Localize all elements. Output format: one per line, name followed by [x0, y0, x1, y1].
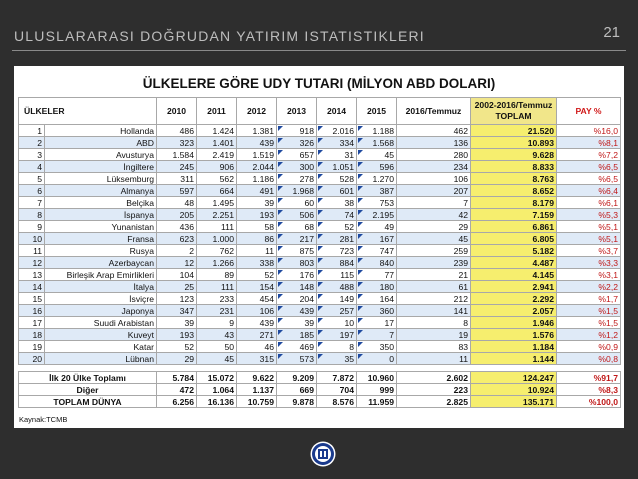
- col-header-year: 2013: [277, 98, 317, 125]
- row-total: 1.184: [471, 341, 557, 353]
- row-value: 52: [237, 269, 277, 281]
- row-pay: %0,8: [557, 353, 621, 365]
- row-rank: 8: [19, 209, 45, 221]
- row-rank: 1: [19, 125, 45, 137]
- row-country: Almanya: [45, 185, 157, 197]
- row-country: İtalya: [45, 281, 157, 293]
- row-rank: 16: [19, 305, 45, 317]
- row-country: Katar: [45, 341, 157, 353]
- row-country: İngiltere: [45, 161, 157, 173]
- table-row: [19, 329, 621, 341]
- row-value: 115: [317, 269, 357, 281]
- table-row: [19, 209, 621, 221]
- row-pay: %1,7: [557, 293, 621, 305]
- row-value: 1.584: [157, 149, 197, 161]
- row-value: 462: [397, 125, 471, 137]
- summary-label: Diğer: [19, 384, 157, 396]
- row-value: 0: [357, 353, 397, 365]
- row-value: 491: [237, 185, 277, 197]
- table-row: [19, 281, 621, 293]
- row-value: 2.016: [317, 125, 357, 137]
- row-value: 239: [397, 257, 471, 269]
- row-country: Japonya: [45, 305, 157, 317]
- row-country: Kuveyt: [45, 329, 157, 341]
- row-value: 38: [317, 197, 357, 209]
- row-total: 1.576: [471, 329, 557, 341]
- row-value: 573: [277, 353, 317, 365]
- row-total: 1.144: [471, 353, 557, 365]
- col-header-country: ÜLKELER: [19, 98, 157, 125]
- row-rank: 9: [19, 221, 45, 233]
- row-value: 747: [357, 245, 397, 257]
- row-value: 185: [277, 329, 317, 341]
- summary-value: 8.576: [317, 396, 357, 408]
- row-country: Yunanistan: [45, 221, 157, 233]
- row-value: 326: [277, 137, 317, 149]
- row-total: 6.805: [471, 233, 557, 245]
- row-pay: %5,1: [557, 221, 621, 233]
- row-value: 52: [317, 221, 357, 233]
- row-country: Belçika: [45, 197, 157, 209]
- row-value: 234: [397, 161, 471, 173]
- row-value: 104: [157, 269, 197, 281]
- row-value: 89: [197, 269, 237, 281]
- row-value: 193: [157, 329, 197, 341]
- summary-value: 11.959: [357, 396, 397, 408]
- row-value: 245: [157, 161, 197, 173]
- row-value: 11: [397, 353, 471, 365]
- row-value: 29: [397, 221, 471, 233]
- row-value: 233: [197, 293, 237, 305]
- row-value: 42: [397, 209, 471, 221]
- row-value: 1.519: [237, 149, 277, 161]
- row-pay: %3,7: [557, 245, 621, 257]
- row-rank: 10: [19, 233, 45, 245]
- row-value: 149: [317, 293, 357, 305]
- row-value: 148: [277, 281, 317, 293]
- row-value: 39: [157, 317, 197, 329]
- row-rank: 11: [19, 245, 45, 257]
- summary-value: 9.878: [277, 396, 317, 408]
- table-row: [19, 137, 621, 149]
- summary-row: [19, 396, 621, 408]
- row-value: 61: [397, 281, 471, 293]
- row-pay: %3,3: [557, 257, 621, 269]
- summary-value: 223: [397, 384, 471, 396]
- table-row: [19, 125, 621, 137]
- row-value: 486: [157, 125, 197, 137]
- row-pay: %2,2: [557, 281, 621, 293]
- row-value: 562: [197, 173, 237, 185]
- row-value: 623: [157, 233, 197, 245]
- row-total: 8.833: [471, 161, 557, 173]
- summary-total: 10.924: [471, 384, 557, 396]
- table-row: [19, 257, 621, 269]
- row-value: 280: [397, 149, 471, 161]
- row-value: 39: [237, 197, 277, 209]
- row-value: 11: [237, 245, 277, 257]
- row-value: 439: [277, 305, 317, 317]
- row-value: 454: [237, 293, 277, 305]
- summary-value: 9.622: [237, 372, 277, 384]
- row-value: 1.266: [197, 257, 237, 269]
- header-divider: [12, 50, 626, 51]
- row-total: 10.893: [471, 137, 557, 149]
- slide-title: ULUSLARARASI DOĞRUDAN YATIRIM ISTATISTIKLERI: [14, 28, 425, 44]
- row-value: 74: [317, 209, 357, 221]
- row-country: Lüksemburg: [45, 173, 157, 185]
- row-value: 664: [197, 185, 237, 197]
- row-value: 300: [277, 161, 317, 173]
- row-value: 278: [277, 173, 317, 185]
- row-value: 12: [157, 257, 197, 269]
- row-total: 9.628: [471, 149, 557, 161]
- row-total: 8.179: [471, 197, 557, 209]
- col-header-year: 2011: [197, 98, 237, 125]
- row-value: 7: [397, 197, 471, 209]
- row-total: 4.145: [471, 269, 557, 281]
- row-total: 7.159: [471, 209, 557, 221]
- summary-pay: %100,0: [557, 396, 621, 408]
- row-value: 875: [277, 245, 317, 257]
- row-value: 52: [157, 341, 197, 353]
- row-value: 180: [357, 281, 397, 293]
- row-country: ABD: [45, 137, 157, 149]
- row-value: 29: [157, 353, 197, 365]
- row-value: 350: [357, 341, 397, 353]
- row-total: 21.520: [471, 125, 557, 137]
- row-value: 176: [277, 269, 317, 281]
- row-rank: 12: [19, 257, 45, 269]
- summary-value: 999: [357, 384, 397, 396]
- row-value: 2: [157, 245, 197, 257]
- row-value: 762: [197, 245, 237, 257]
- table-row: [19, 305, 621, 317]
- row-country: İspanya: [45, 209, 157, 221]
- summary-value: 6.256: [157, 396, 197, 408]
- summary-value: 1.137: [237, 384, 277, 396]
- summary-pay: %91,7: [557, 372, 621, 384]
- row-pay: %6,5: [557, 161, 621, 173]
- row-value: 2.044: [237, 161, 277, 173]
- row-rank: 5: [19, 173, 45, 185]
- row-country: Lübnan: [45, 353, 157, 365]
- row-value: 77: [357, 269, 397, 281]
- row-value: 48: [157, 197, 197, 209]
- summary-value: 10.759: [237, 396, 277, 408]
- page-number: 21: [603, 24, 620, 41]
- row-value: 311: [157, 173, 197, 185]
- row-value: 597: [157, 185, 197, 197]
- row-value: 1.495: [197, 197, 237, 209]
- row-value: 657: [277, 149, 317, 161]
- row-rank: 13: [19, 269, 45, 281]
- row-value: 45: [397, 233, 471, 245]
- row-value: 1.270: [357, 173, 397, 185]
- row-value: 9: [197, 317, 237, 329]
- row-value: 1.186: [237, 173, 277, 185]
- table-row: [19, 161, 621, 173]
- row-rank: 19: [19, 341, 45, 353]
- row-value: 918: [277, 125, 317, 137]
- row-pay: %5,3: [557, 209, 621, 221]
- table-row: [19, 269, 621, 281]
- row-value: 1.568: [357, 137, 397, 149]
- row-country: Avusturya: [45, 149, 157, 161]
- row-country: Fransa: [45, 233, 157, 245]
- row-total: 2.292: [471, 293, 557, 305]
- row-country: Hollanda: [45, 125, 157, 137]
- row-total: 4.487: [471, 257, 557, 269]
- row-value: 439: [237, 137, 277, 149]
- row-value: 387: [357, 185, 397, 197]
- row-total: 5.182: [471, 245, 557, 257]
- summary-value: 669: [277, 384, 317, 396]
- row-value: 7: [357, 329, 397, 341]
- row-country: Suudi Arabistan: [45, 317, 157, 329]
- row-pay: %1,2: [557, 329, 621, 341]
- row-value: 2.195: [357, 209, 397, 221]
- row-value: 58: [237, 221, 277, 233]
- row-value: 193: [237, 209, 277, 221]
- table-row: [19, 221, 621, 233]
- university-seal-icon: [310, 441, 336, 467]
- row-value: 906: [197, 161, 237, 173]
- row-value: 197: [317, 329, 357, 341]
- row-pay: %1,5: [557, 317, 621, 329]
- row-value: 10: [317, 317, 357, 329]
- row-value: 469: [277, 341, 317, 353]
- summary-value: 704: [317, 384, 357, 396]
- table-row: [19, 197, 621, 209]
- row-value: 49: [357, 221, 397, 233]
- row-value: 164: [357, 293, 397, 305]
- row-pay: %5,1: [557, 233, 621, 245]
- row-value: 106: [397, 173, 471, 185]
- row-value: 111: [197, 221, 237, 233]
- row-value: 46: [237, 341, 277, 353]
- row-rank: 2: [19, 137, 45, 149]
- row-value: 167: [357, 233, 397, 245]
- spacer-cell: [19, 365, 621, 372]
- row-value: 281: [317, 233, 357, 245]
- row-pay: %16,0: [557, 125, 621, 137]
- table-row: [19, 173, 621, 185]
- row-value: 1.000: [197, 233, 237, 245]
- row-value: 1.381: [237, 125, 277, 137]
- row-value: 60: [277, 197, 317, 209]
- row-value: 31: [317, 149, 357, 161]
- row-value: 271: [237, 329, 277, 341]
- row-value: 111: [197, 281, 237, 293]
- row-pay: %8,1: [557, 137, 621, 149]
- table-row: [19, 245, 621, 257]
- row-value: 231: [197, 305, 237, 317]
- row-country: Birleşik Arap Emirlikleri: [45, 269, 157, 281]
- row-value: 315: [237, 353, 277, 365]
- row-value: 360: [357, 305, 397, 317]
- row-total: 2.057: [471, 305, 557, 317]
- row-value: 488: [317, 281, 357, 293]
- table-row: [19, 317, 621, 329]
- row-rank: 3: [19, 149, 45, 161]
- row-value: 803: [277, 257, 317, 269]
- row-pay: %6,4: [557, 185, 621, 197]
- row-rank: 18: [19, 329, 45, 341]
- row-value: 347: [157, 305, 197, 317]
- row-value: 506: [277, 209, 317, 221]
- summary-value: 2.602: [397, 372, 471, 384]
- col-header-year: 2015: [357, 98, 397, 125]
- row-total: 6.861: [471, 221, 557, 233]
- row-pay: %3,1: [557, 269, 621, 281]
- col-header-year: 2014: [317, 98, 357, 125]
- row-value: 212: [397, 293, 471, 305]
- row-pay: %7,2: [557, 149, 621, 161]
- row-value: 257: [317, 305, 357, 317]
- summary-value: 10.960: [357, 372, 397, 384]
- row-value: 753: [357, 197, 397, 209]
- row-value: 83: [397, 341, 471, 353]
- row-value: 259: [397, 245, 471, 257]
- summary-value: 2.825: [397, 396, 471, 408]
- row-country: Azerbaycan: [45, 257, 157, 269]
- source-note: Kaynak:TCMB: [19, 415, 68, 424]
- row-value: 8: [397, 317, 471, 329]
- row-value: 436: [157, 221, 197, 233]
- summary-pay: %8,3: [557, 384, 621, 396]
- row-value: 1.051: [317, 161, 357, 173]
- row-value: 39: [277, 317, 317, 329]
- row-value: 723: [317, 245, 357, 257]
- row-value: 204: [277, 293, 317, 305]
- table-row: [19, 341, 621, 353]
- row-value: 17: [357, 317, 397, 329]
- summary-value: 5.784: [157, 372, 197, 384]
- row-total: 1.946: [471, 317, 557, 329]
- table-row: [19, 293, 621, 305]
- table-row: [19, 149, 621, 161]
- row-total: 2.941: [471, 281, 557, 293]
- row-value: 338: [237, 257, 277, 269]
- row-value: 1.401: [197, 137, 237, 149]
- summary-total: 135.171: [471, 396, 557, 408]
- table-row: [19, 185, 621, 197]
- row-value: 50: [197, 341, 237, 353]
- col-header-year: 2016/Temmuz: [397, 98, 471, 125]
- fdi-table: [18, 97, 621, 408]
- row-value: 334: [317, 137, 357, 149]
- row-value: 1.188: [357, 125, 397, 137]
- row-value: 35: [317, 353, 357, 365]
- row-value: 840: [357, 257, 397, 269]
- row-value: 207: [397, 185, 471, 197]
- summary-value: 16.136: [197, 396, 237, 408]
- row-pay: %1,5: [557, 305, 621, 317]
- col-header-pay: PAY %: [557, 98, 621, 125]
- row-rank: 20: [19, 353, 45, 365]
- row-rank: 4: [19, 161, 45, 173]
- table-row: [19, 233, 621, 245]
- row-rank: 6: [19, 185, 45, 197]
- row-value: 86: [237, 233, 277, 245]
- row-value: 154: [237, 281, 277, 293]
- row-value: 205: [157, 209, 197, 221]
- row-value: 601: [317, 185, 357, 197]
- row-value: 136: [397, 137, 471, 149]
- row-value: 68: [277, 221, 317, 233]
- summary-total: 124.247: [471, 372, 557, 384]
- row-value: 8: [317, 341, 357, 353]
- row-value: 439: [237, 317, 277, 329]
- row-value: 45: [197, 353, 237, 365]
- summary-value: 15.072: [197, 372, 237, 384]
- row-value: 528: [317, 173, 357, 185]
- summary-label: TOPLAM DÜNYA: [19, 396, 157, 408]
- table-spacer: [19, 365, 621, 372]
- row-country: İsviçre: [45, 293, 157, 305]
- row-value: 1.424: [197, 125, 237, 137]
- row-pay: %0,9: [557, 341, 621, 353]
- row-value: 141: [397, 305, 471, 317]
- row-value: 19: [397, 329, 471, 341]
- row-value: 21: [397, 269, 471, 281]
- row-value: 2.251: [197, 209, 237, 221]
- row-value: 884: [317, 257, 357, 269]
- col-header-year: 2010: [157, 98, 197, 125]
- col-header-total: 2002-2016/Temmuz TOPLAM: [471, 98, 557, 125]
- row-value: 45: [357, 149, 397, 161]
- summary-value: 9.209: [277, 372, 317, 384]
- row-value: 106: [237, 305, 277, 317]
- row-total: 8.652: [471, 185, 557, 197]
- row-country: Rusya: [45, 245, 157, 257]
- row-rank: 7: [19, 197, 45, 209]
- row-value: 323: [157, 137, 197, 149]
- row-pay: %6,5: [557, 173, 621, 185]
- summary-value: 7.872: [317, 372, 357, 384]
- table-row: [19, 353, 621, 365]
- table-title: ÜLKELERE GÖRE UDY TUTARI (MİLYON ABD DOLARI): [142, 76, 496, 91]
- row-value: 1.968: [277, 185, 317, 197]
- row-rank: 17: [19, 317, 45, 329]
- row-value: 43: [197, 329, 237, 341]
- summary-row: [19, 372, 621, 384]
- table-header-row: [19, 98, 621, 125]
- summary-row: [19, 384, 621, 396]
- row-value: 25: [157, 281, 197, 293]
- row-value: 596: [357, 161, 397, 173]
- summary-label: İlk 20 Ülke Toplamı: [19, 372, 157, 384]
- row-value: 2.419: [197, 149, 237, 161]
- table-card: [14, 66, 624, 428]
- summary-value: 472: [157, 384, 197, 396]
- row-rank: 14: [19, 281, 45, 293]
- col-header-year: 2012: [237, 98, 277, 125]
- row-value: 217: [277, 233, 317, 245]
- row-rank: 15: [19, 293, 45, 305]
- row-pay: %6,1: [557, 197, 621, 209]
- row-total: 8.763: [471, 173, 557, 185]
- row-value: 123: [157, 293, 197, 305]
- summary-value: 1.064: [197, 384, 237, 396]
